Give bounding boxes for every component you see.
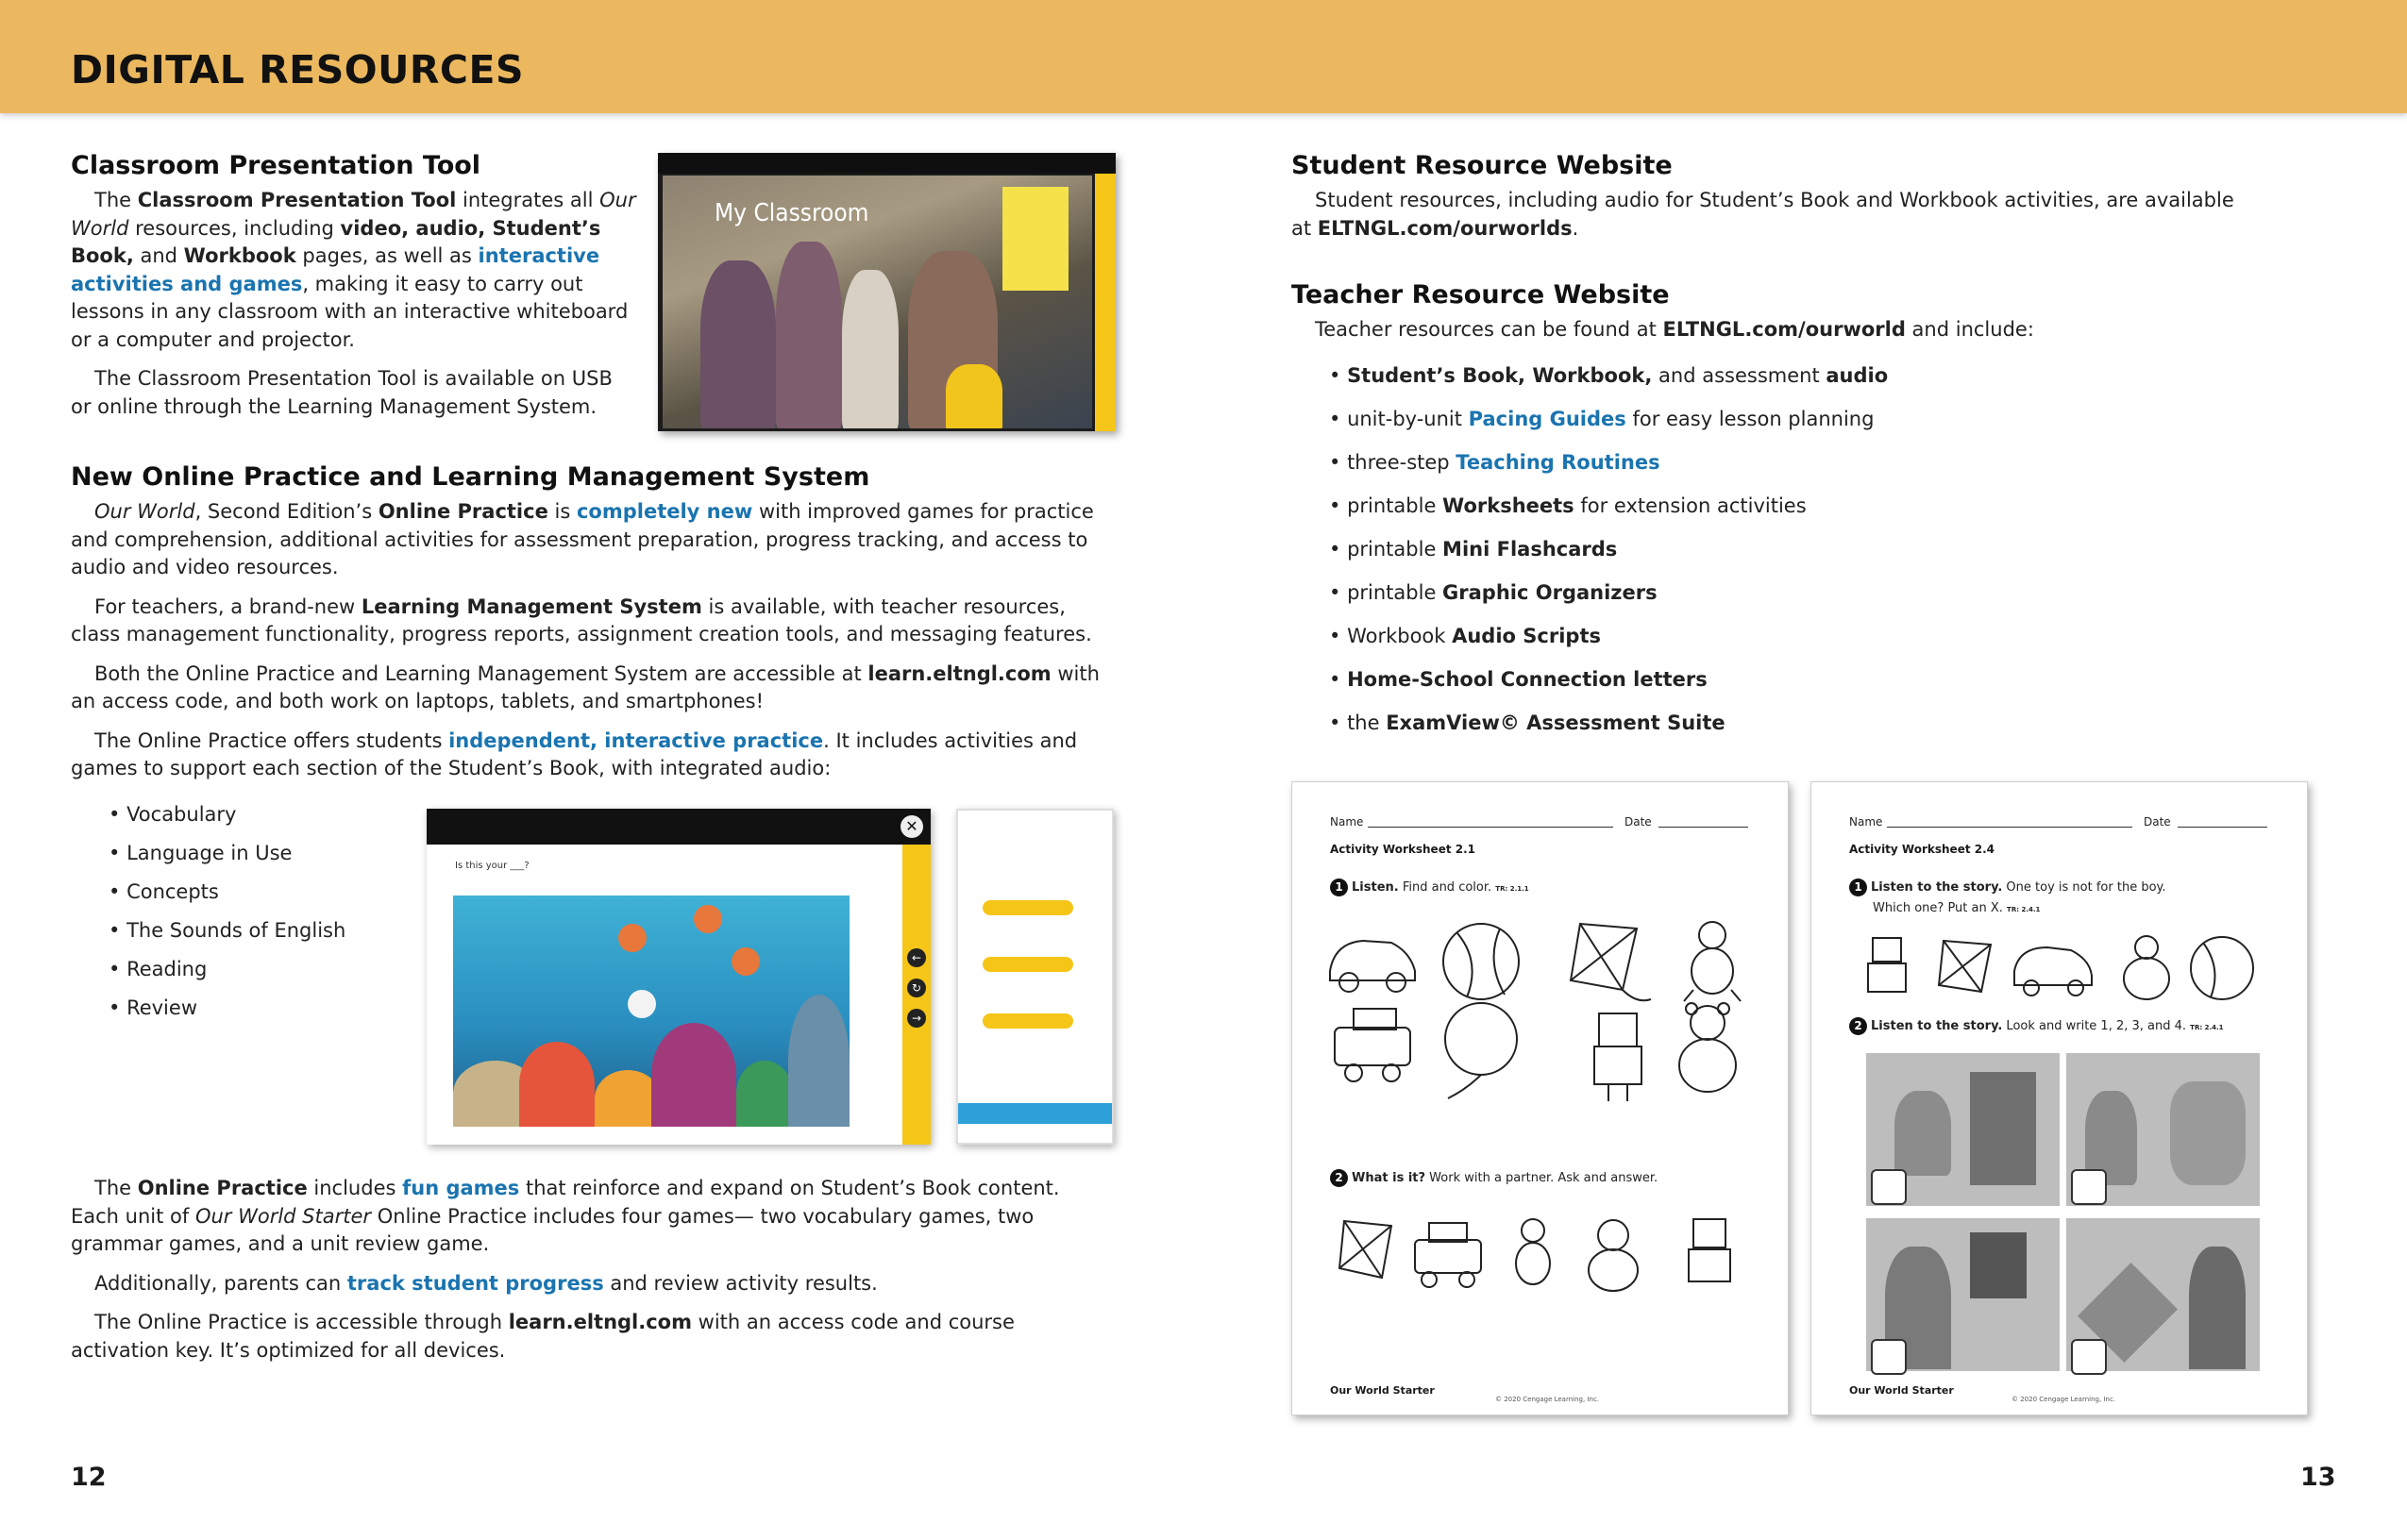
trw-paragraph xyxy=(1291,316,2235,344)
text-run: audio xyxy=(1826,364,1889,387)
text-run: resources, including xyxy=(128,216,341,240)
text-run: Teaching Routines xyxy=(1456,451,1660,474)
text-run: Both the Online Practice and Learning Management System are accessible at xyxy=(94,661,868,685)
instruction-2: 2 Listen to the story. Look and write 1, 2, 3, and 4. TR: 2.4.1 xyxy=(1849,1017,2224,1035)
text-run: for easy lesson planning xyxy=(1625,408,1875,430)
text-run: Audio Scripts xyxy=(1452,625,1601,647)
toy-pictures-row xyxy=(1325,914,1759,1103)
text-run: The xyxy=(94,1177,138,1199)
step-number: 2 xyxy=(1849,1017,1867,1035)
text-run: Worksheets xyxy=(1442,494,1574,517)
text-run: Online Practice includes four games— two vocabulary games, two grammar games, and a unit review game. xyxy=(71,1204,1035,1255)
cpt-paragraph-1 xyxy=(71,187,637,354)
text-run: and include: xyxy=(1905,318,2034,341)
text-run: with an access code, and both work on laptops, tablets, and smartphones! xyxy=(71,661,1100,712)
copyright: © 2020 Cengage Learning, Inc. xyxy=(2011,1396,2116,1403)
text-run: with improved games for practice and comprehension, additional activities for assessment preparation, progress tracking, and access to audio and video resources. xyxy=(71,500,1094,578)
worksheet-footer: Our World Starter xyxy=(1849,1384,1954,1397)
srw-body xyxy=(1291,187,2235,254)
worksheet-2-1 xyxy=(1291,781,1789,1415)
text-run: Home-School Connection letters xyxy=(1347,668,1708,691)
text-run: track student progress xyxy=(346,1271,604,1295)
info-panel xyxy=(1002,187,1069,291)
cpt-body xyxy=(71,187,637,432)
text-run: The xyxy=(94,189,138,211)
text-run: Student resources, including audio for Student’s Book and Workbook activities, are available at xyxy=(1291,189,2234,240)
list-item: • Vocabulary xyxy=(109,803,345,826)
forward-icon: → xyxy=(907,1009,926,1028)
step-number: 1 xyxy=(1330,879,1348,896)
text-run: ExamView© Assessment Suite xyxy=(1386,711,1725,734)
replay-icon: ↻ xyxy=(907,979,926,997)
text-run: the xyxy=(1347,711,1387,734)
text-run: includes xyxy=(307,1177,403,1199)
date-label: Date xyxy=(2144,815,2171,829)
text-run: Graphic Organizers xyxy=(1442,581,1658,604)
screen-title: My Classroom xyxy=(715,199,869,227)
trw-body xyxy=(1291,316,2235,356)
text-run: integrates all xyxy=(456,189,600,211)
list-item: • Concepts xyxy=(109,880,345,903)
text-run: Online Practice xyxy=(378,500,548,523)
list-item: • The Sounds of English xyxy=(109,919,345,942)
text-run: Mini Flashcards xyxy=(1442,538,1618,561)
online-practice-screenshot xyxy=(427,809,931,1145)
text-run: . It includes activities and games to support each section of the Student’s Book, with integrated audio: xyxy=(71,728,1078,779)
close-icon: ✕ xyxy=(901,815,923,838)
tool-rail xyxy=(1095,174,1116,431)
list-item xyxy=(1329,451,1888,494)
trw-heading: Teacher Resource Website xyxy=(1291,280,1670,310)
list-item: • Reading xyxy=(109,958,345,980)
text-run: unit-by-unit xyxy=(1347,408,1469,430)
worksheet-title: Activity Worksheet 2.4 xyxy=(1849,843,1995,856)
onp-paragraph-7 xyxy=(71,1309,1104,1364)
step-number: 2 xyxy=(1330,1169,1348,1187)
step-number: 1 xyxy=(1849,879,1867,896)
text-run: The Online Practice is accessible through xyxy=(94,1311,509,1333)
worksheet-footer: Our World Starter xyxy=(1330,1384,1435,1397)
instruction-2: 2 What is it? Work with a partner. Ask and answer. xyxy=(1330,1169,1658,1187)
practice-sections-list xyxy=(109,803,345,1035)
onp-paragraph-4 xyxy=(71,728,1104,783)
text-run: Workbook xyxy=(183,244,296,267)
header-bar xyxy=(0,0,2407,113)
list-item xyxy=(1329,625,1888,668)
page-number-left: 12 xyxy=(71,1463,107,1492)
cpt-paragraph-2 xyxy=(71,365,637,421)
text-run: Teacher resources can be found at xyxy=(1315,318,1663,341)
text-run: printable xyxy=(1347,494,1443,517)
page-number-right: 13 xyxy=(2300,1463,2336,1492)
answer-box xyxy=(1871,1339,1907,1375)
teacher-resources-list xyxy=(1329,364,1888,755)
text-run: interactive activities and games xyxy=(71,244,600,295)
text-run: and review activity results. xyxy=(603,1271,878,1295)
classroom-tool-screenshot xyxy=(658,153,1116,431)
game-question: Is this your ___? xyxy=(455,861,530,871)
text-run: Pacing Guides xyxy=(1468,408,1626,430)
name-label: Name xyxy=(1849,815,1883,829)
text-run: . xyxy=(1572,216,1579,240)
text-run: Workbook xyxy=(1347,625,1453,647)
text-run: learn.eltngl.com xyxy=(508,1311,692,1333)
text-run: , Second Edition’s xyxy=(194,500,379,523)
text-run: Our World xyxy=(71,189,636,240)
page-title: DIGITAL RESOURCES xyxy=(71,47,525,92)
text-run: ELTNGL.com/ourworld xyxy=(1662,318,1906,341)
onp-paragraph-1 xyxy=(71,498,1104,582)
text-run: and xyxy=(133,244,184,267)
text-run: three-step xyxy=(1347,451,1456,474)
worksheet-2-4 xyxy=(1810,781,2308,1415)
instruction-1-line-2: Which one? Put an X. TR: 2.4.1 xyxy=(1873,901,2041,915)
text-run: Online Practice xyxy=(137,1177,308,1199)
toy-pictures-row xyxy=(1863,933,2260,1004)
text-run: The Online Practice offers students xyxy=(94,728,449,752)
game-rail xyxy=(902,845,931,1145)
onp-paragraph-3 xyxy=(71,661,1104,716)
list-item xyxy=(1329,581,1888,625)
text-run: for extension activities xyxy=(1574,494,1807,517)
text-run: independent, interactive practice xyxy=(448,728,824,752)
text-run: pages, as well as xyxy=(295,244,479,267)
text-run: completely new xyxy=(576,500,753,523)
date-label: Date xyxy=(1624,815,1652,829)
text-run: printable xyxy=(1347,581,1443,604)
text-run: , making it easy to carry out lessons in any classroom with an interactive whiteboard or a computer and projector. xyxy=(71,272,629,351)
text-run: Classroom Presentation Tool xyxy=(137,189,457,211)
phone-screenshot xyxy=(956,809,1114,1145)
srw-paragraph xyxy=(1291,187,2235,243)
download-bar xyxy=(958,1103,1112,1124)
onp-body-top xyxy=(71,498,1104,795)
list-item xyxy=(1329,668,1888,711)
text-run: Our World xyxy=(94,500,195,523)
text-run: ELTNGL.com/ourworlds xyxy=(1317,216,1573,240)
list-item: • Language in Use xyxy=(109,842,345,864)
worksheet-title: Activity Worksheet 2.1 xyxy=(1330,843,1476,856)
copyright: © 2020 Cengage Learning, Inc. xyxy=(1495,1396,1600,1403)
text-run: Student’s Book, Workbook, xyxy=(1347,364,1653,387)
srw-heading: Student Resource Website xyxy=(1291,151,1673,180)
instruction-1: 1 Listen. Find and color. TR: 2.1.1 xyxy=(1330,879,1529,896)
answer-box xyxy=(2071,1339,2107,1375)
text-run: with an access code and course activation key. It’s optimized for all devices. xyxy=(71,1311,1015,1362)
onp-body-bottom xyxy=(71,1175,1104,1376)
answer-box xyxy=(1871,1169,1907,1205)
onp-paragraph-2 xyxy=(71,594,1104,649)
onp-paragraph-5 xyxy=(71,1175,1104,1259)
text-run: and assessment xyxy=(1652,364,1826,387)
text-run: is xyxy=(547,500,577,523)
text-run: that reinforce and expand on Student’s Book content. Each unit of xyxy=(71,1177,1060,1228)
list-item xyxy=(1329,494,1888,538)
text-run: Learning Management System xyxy=(361,594,702,618)
text-run: The Classroom Presentation Tool is available on USB or online through the Learning Management System. xyxy=(71,367,613,418)
list-item xyxy=(1329,364,1888,408)
text-run: is available, with teacher resources, class management functionality, progress reports, assignment creation tools, and messaging features. xyxy=(71,594,1092,645)
onp-paragraph-6 xyxy=(71,1270,1104,1298)
instruction-1: 1 Listen to the story. One toy is not for the boy. xyxy=(1849,879,2166,896)
toy-pictures-row-2 xyxy=(1335,1212,1759,1297)
screenshot-toolbar xyxy=(658,153,1116,174)
text-run: video, audio, Student’s Book, xyxy=(71,216,601,267)
text-run: fun games xyxy=(402,1177,520,1199)
list-item xyxy=(1329,538,1888,581)
text-run: Additionally, parents can xyxy=(94,1271,347,1295)
classroom-photo xyxy=(663,176,1092,428)
list-item: • Review xyxy=(109,996,345,1019)
text-run: For teachers, a brand-new xyxy=(94,594,362,618)
cpt-heading: Classroom Presentation Tool xyxy=(71,151,481,180)
game-titlebar xyxy=(427,809,931,845)
onp-heading: New Online Practice and Learning Management System xyxy=(71,462,870,492)
ocean-scene xyxy=(453,896,850,1127)
text-run: Our World Starter xyxy=(194,1204,372,1228)
list-item xyxy=(1329,711,1888,755)
list-item xyxy=(1329,408,1888,451)
back-icon: ← xyxy=(907,948,926,967)
name-label: Name xyxy=(1330,815,1364,829)
answer-box xyxy=(2071,1169,2107,1205)
text-run: learn.eltngl.com xyxy=(867,661,1052,685)
text-run: printable xyxy=(1347,538,1443,561)
